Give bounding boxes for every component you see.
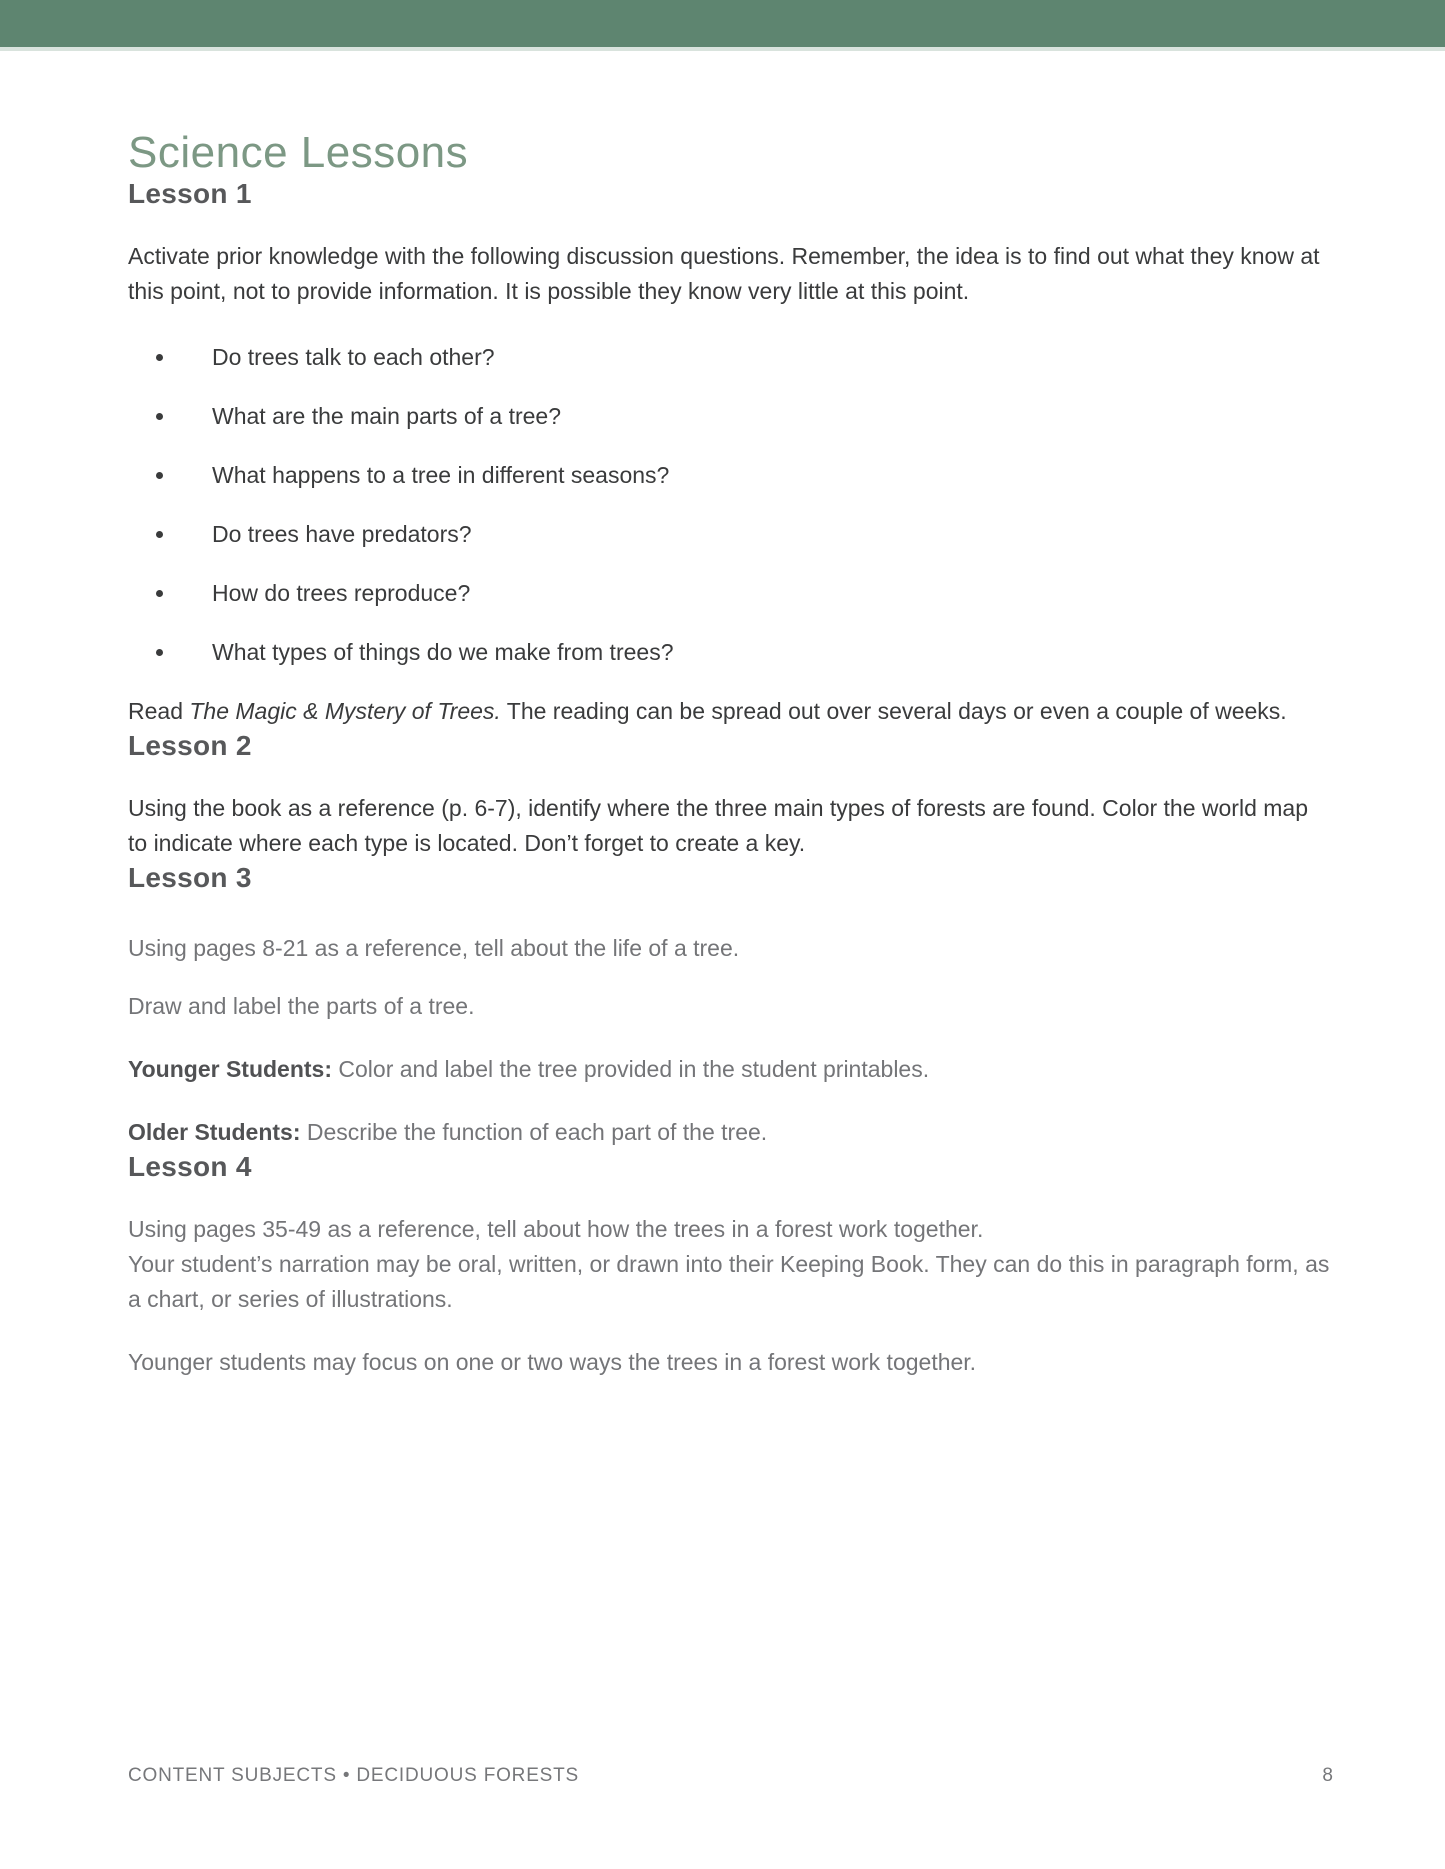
page-number: 8 (1322, 1765, 1333, 1786)
lesson-3-heading: Lesson 3 (128, 862, 252, 894)
lesson-2-section (128, 729, 1333, 861)
list-item: What types of things do we make from trees? (128, 638, 1333, 666)
list-item: Do trees talk to each other? (128, 343, 1333, 371)
younger-students-text: Color and label the tree provided in the student printables. (332, 1056, 930, 1083)
lesson-3-para-1: Using pages 8-21 as a reference, tell about the life of a tree. (128, 935, 740, 962)
older-students-line (128, 1115, 1333, 1150)
lesson-4-para-1-line-1: Using pages 35-49 as a reference, tell about how the trees in a forest work together. (128, 1216, 984, 1243)
younger-students-label: Younger Students: (128, 1056, 333, 1083)
header-bar (0, 0, 1445, 51)
lesson-4-para-1 (128, 1212, 1333, 1317)
older-students-label: Older Students: (128, 1119, 301, 1146)
lesson-3-section (128, 861, 1333, 1150)
lesson-1-section (128, 177, 1333, 729)
lesson-2-body: Using the book as a reference (p. 6-7), identify where the three main types of forests are found. Color the world map to indicate where each type is located. Don’t forget to create a key. (128, 795, 1308, 857)
read-prefix: Read (128, 698, 190, 725)
older-students-text: Describe the function of each part of the tree. (300, 1119, 768, 1146)
page-content (0, 129, 1445, 1380)
list-item: What happens to a tree in different seasons? (128, 461, 1333, 489)
younger-students-line (128, 1052, 1333, 1087)
lesson-4-para-1-rest: Your student’s narration may be oral, written, or drawn into their Keeping Book. They can do this in paragraph form, as a chart, or series of illustrations. (128, 1251, 1330, 1313)
footer (128, 1765, 1333, 1787)
lesson-4-section (128, 1150, 1333, 1380)
lesson-4-para-2: Younger students may focus on one or two ways the trees in a forest work together. (128, 1349, 977, 1376)
lesson-3-para-2: Draw and label the parts of a tree. (128, 993, 475, 1020)
lesson-1-reading-note (128, 694, 1333, 729)
discussion-questions-list (128, 343, 1333, 666)
footer-text: CONTENT SUBJECTS • DECIDUOUS FORESTS (128, 1765, 580, 1786)
lesson-1-intro: Activate prior knowledge with the following discussion questions. Remember, the idea is to find out what they know at this point, not to provide information. It is possible they know very little at this point. (128, 243, 1320, 305)
lesson-2-heading: Lesson 2 (128, 730, 252, 762)
read-suffix: The reading can be spread out over several days or even a couple of weeks. (500, 698, 1287, 725)
list-item: Do trees have predators? (128, 520, 1333, 548)
lesson-4-heading: Lesson 4 (128, 1151, 252, 1183)
lesson-1-heading: Lesson 1 (128, 178, 252, 210)
list-item: What are the main parts of a tree? (128, 402, 1333, 430)
book-title: The Magic & Mystery of Trees. (189, 698, 501, 725)
list-item: How do trees reproduce? (128, 579, 1333, 607)
page-title: Science Lessons (128, 128, 469, 177)
